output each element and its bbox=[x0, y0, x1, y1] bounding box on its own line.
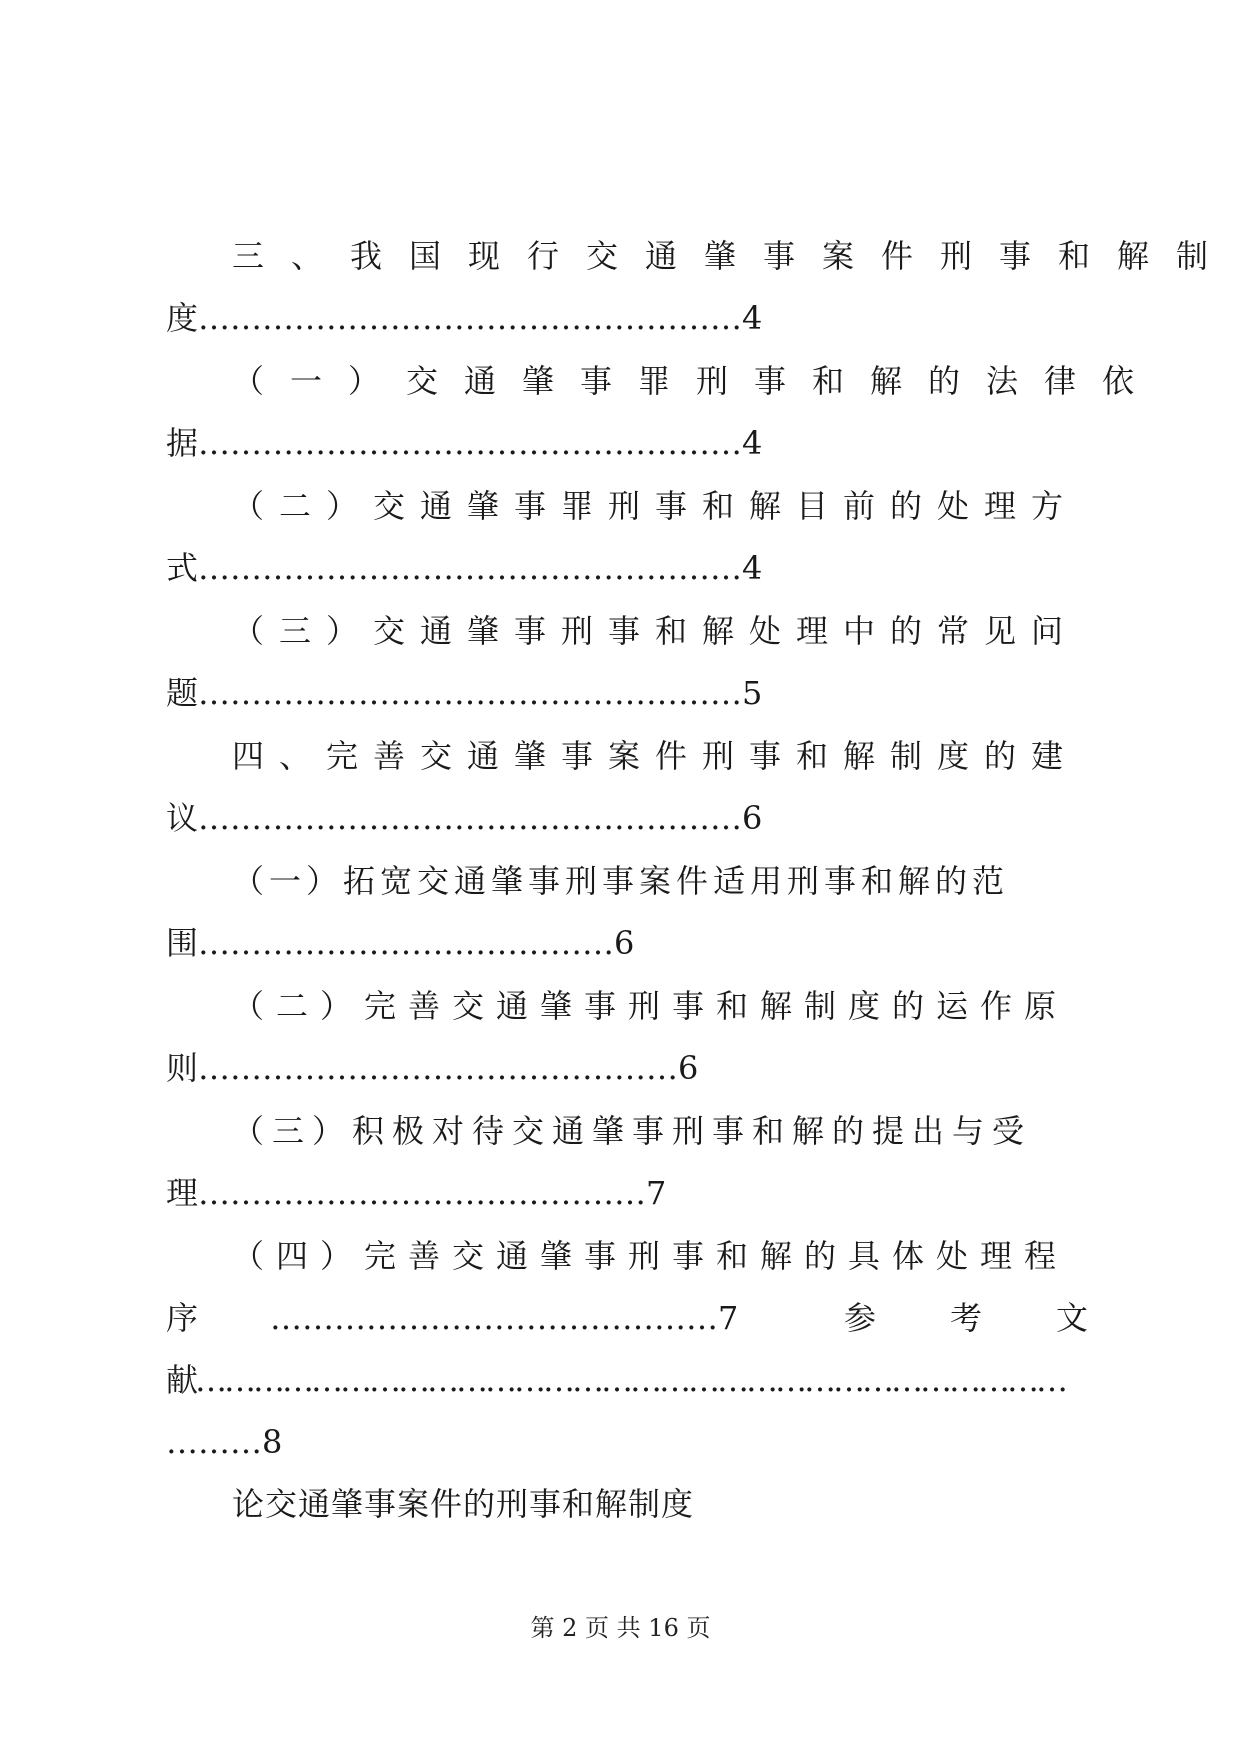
toc-heading: 四、完善交通肇事案件刑事和解制度的建 bbox=[232, 737, 1079, 775]
toc-heading: （四）完善交通肇事刑事和解的具体处理程 bbox=[232, 1237, 1069, 1275]
toc-tail: 理……………………………………7 bbox=[166, 1174, 667, 1212]
references-page: ………8 bbox=[166, 1423, 283, 1461]
body-title: 论交通肇事案件的刑事和解制度 bbox=[232, 1485, 695, 1523]
references-line: 献……………………………………………………………………………… bbox=[166, 1361, 1066, 1399]
page-footer: 第 2 页 共 16 页 bbox=[530, 1614, 711, 1642]
toc-heading bbox=[232, 236, 1236, 276]
toc-tail: 度……………………………………………4 bbox=[166, 299, 763, 337]
toc-tail: 式……………………………………………4 bbox=[166, 549, 763, 587]
toc-heading: （一）交通肇事罪刑事和解的法律依 bbox=[232, 362, 1161, 400]
toc-text: 三、我国现行交通肇事案件刑事和解制 bbox=[232, 237, 1236, 275]
toc-tail: 题……………………………………………5 bbox=[166, 674, 763, 712]
toc-tail: 围…………………………………6 bbox=[166, 924, 635, 962]
toc-heading: （三）积极对待交通肇事刑事和解的提出与受 bbox=[232, 1112, 1033, 1150]
toc-heading: （一）拓宽交通肇事刑事案件适用刑事和解的范 bbox=[232, 862, 1010, 900]
toc-tail: 议……………………………………………6 bbox=[166, 799, 763, 837]
toc-heading: （二）交通肇事罪刑事和解目前的处理方 bbox=[232, 487, 1079, 525]
toc-tail-mid: ……………………………………7 bbox=[270, 1299, 739, 1337]
toc-tail-right: 参考文 bbox=[844, 1299, 1163, 1337]
toc-tail: 则………………………………………6 bbox=[166, 1049, 699, 1087]
toc-tail: 据……………………………………………4 bbox=[166, 424, 763, 462]
toc-tail-left: 序 bbox=[166, 1299, 199, 1337]
toc-heading: （二）完善交通肇事刑事和解制度的运作原 bbox=[232, 987, 1069, 1025]
toc-heading: （三）交通肇事刑事和解处理中的常见问 bbox=[232, 612, 1079, 650]
